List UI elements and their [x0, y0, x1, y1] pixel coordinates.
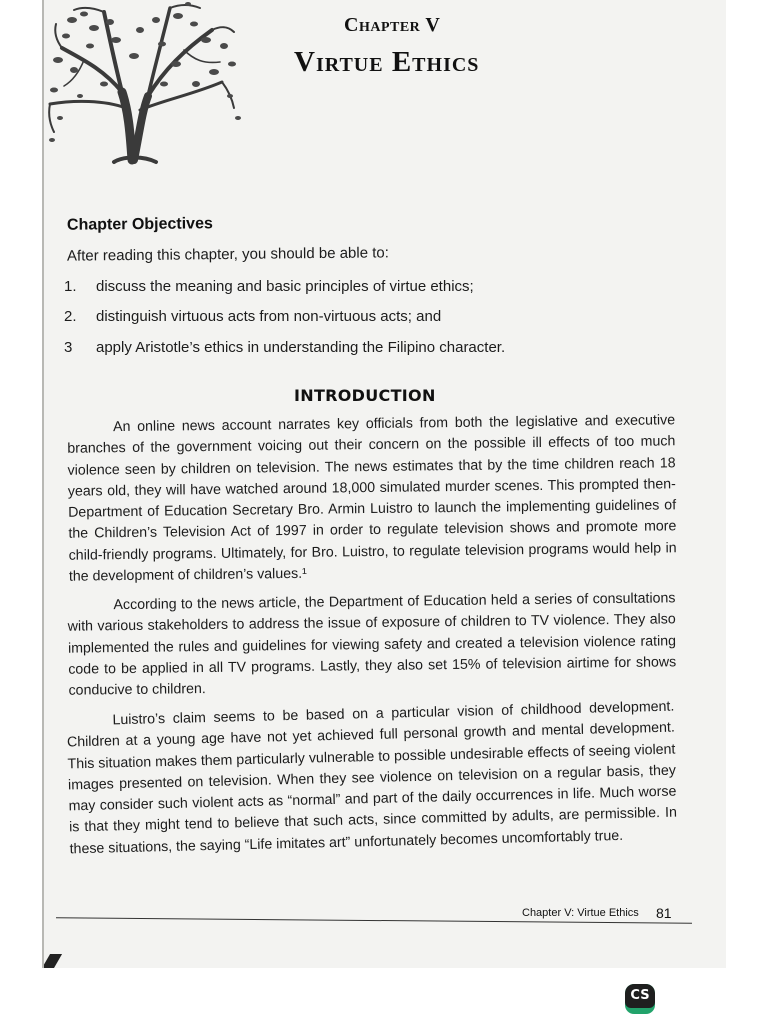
objective-text: apply Aristotle’s ethics in understanding the Filipino character.	[96, 339, 506, 356]
introduction-heading: INTRODUCTION	[294, 386, 436, 405]
objective-number: 3	[64, 339, 73, 356]
page-number: 81	[656, 905, 672, 921]
objective-item	[64, 339, 505, 356]
objectives-intro: After reading this chapter, you should be able to:	[66, 244, 389, 265]
objective-number: 1.	[64, 278, 77, 295]
body-paragraph: An online news account narrates key officials from both the legislative and executive branches of the government voicing out their concern on the possible ill effects of too much violence seen by children on television. The news estimates that by the time children reach 18 years old, they will have watched around 18,000 simulated murder scenes. This prompted then-Department of Education Secretary Bro. Armin Luistro to launch the implementing guidelines of the Children’s Television Act of 1997 in order to regulate television shows and promote more child-friendly programs. Ultimately, for Bro. Luistro, to regulate television programs would help in the development of children’s values.¹	[67, 412, 677, 585]
tree-illustration-icon	[44, 0, 244, 165]
objective-text: discuss the meaning and basic principles of virtue ethics;	[96, 278, 474, 295]
badge-label: CS	[625, 984, 655, 1008]
objective-text: distinguish virtuous acts from non-virtuous acts; and	[96, 308, 442, 325]
chapter-title: Virtue Ethics	[294, 46, 480, 78]
body-paragraph: Luistro’s claim seems to be based on a particular vision of childhood development. Children at a young age have not yet achieved full personal growth and mental development. This situation makes them particularly vulnerable to possible undesirable effects of seeing violent images presented on television. When they see violence on television on a regular basis, they may consider such violent acts as “normal” and part of the daily occurrences in life. Much worse is that they might tend to believe that such acts, since committed by adults, are permissible. In these situations, the saying “Life imitates art” unfortunately becomes uncomfortably true.	[66, 698, 678, 858]
objective-item	[64, 278, 474, 295]
body-paragraph: According to the news article, the Department of Education held a series of consultations with various stakeholders to address the issue of exposure of children to TV violence. They also implemented the rules and guidelines for viewing safety and created a television violence rating code to be applied in all TV programs. Lastly, they also set 15% of television airtime for shows conducive to children.	[67, 590, 677, 699]
camscanner-badge-icon	[625, 984, 655, 1014]
objective-number: 2.	[64, 308, 77, 325]
running-title: Chapter V: Virtue Ethics	[522, 907, 639, 919]
book-page	[42, 0, 726, 968]
objectives-heading: Chapter Objectives	[66, 215, 213, 234]
chapter-label: Chapter V	[344, 14, 441, 36]
objective-item	[64, 308, 441, 325]
